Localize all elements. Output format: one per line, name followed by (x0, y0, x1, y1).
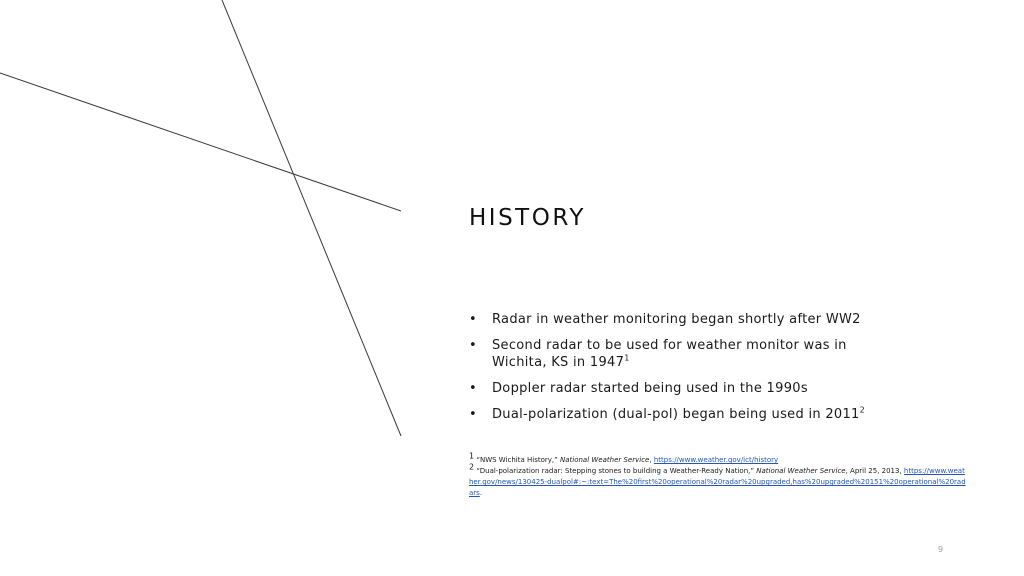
footnote-marker: 1 (469, 451, 475, 461)
footnote-source: National Weather Service (559, 456, 650, 464)
footnote-ref: 1 (624, 353, 630, 363)
bullet-dot-icon: • (469, 407, 477, 422)
footnotes (469, 451, 969, 499)
diagonal-line-shallow (0, 73, 401, 211)
footnote-separator: , (649, 456, 652, 464)
bullet-text: Radar in weather monitoring began shortly after WW2 (492, 312, 861, 327)
page-number: 9 (938, 545, 944, 554)
footnote-end: . (479, 489, 483, 497)
footnote-date: , April 25, 2013, (845, 467, 902, 475)
footnote-2 (469, 462, 969, 499)
bullet-item (469, 337, 889, 371)
bullet-dot-icon: • (469, 338, 477, 353)
footnote-link[interactable]: https://www.weather.gov/ict/history (653, 456, 779, 464)
footnote-quote: “NWS Wichita History,” (476, 456, 558, 464)
footnote-ref: 2 (859, 405, 866, 415)
bullet-list (469, 311, 889, 432)
bullet-text: Dual-polarization (dual-pol) began being used in 2011 (492, 407, 860, 422)
bullet-dot-icon: • (469, 381, 477, 396)
footnote-1 (469, 451, 969, 466)
bullet-text: Second radar to be used for weather monitor was in Wichita, KS in 1947 (492, 338, 847, 370)
bullet-item (469, 406, 889, 423)
slide-title: HISTORY (469, 205, 586, 231)
bullet-item (469, 311, 889, 328)
footnote-link[interactable]: https://www.weather.gov/news/130425-dualpol#:~:text=The%20first%20operational%20radar%20upgraded,has%20upgraded%20151%20operational%20radars (469, 467, 966, 497)
footnote-quote: “Dual-polarization radar: Stepping stones to building a Weather-Ready Nation,” (476, 467, 754, 475)
bullet-item (469, 380, 889, 397)
bullet-text: Doppler radar started being used in the 1990s (492, 381, 808, 396)
footnote-source: National Weather Service (756, 467, 846, 475)
bullet-dot-icon: • (469, 312, 477, 327)
footnote-marker: 2 (469, 462, 475, 472)
diagonal-line-steep (222, 0, 401, 436)
